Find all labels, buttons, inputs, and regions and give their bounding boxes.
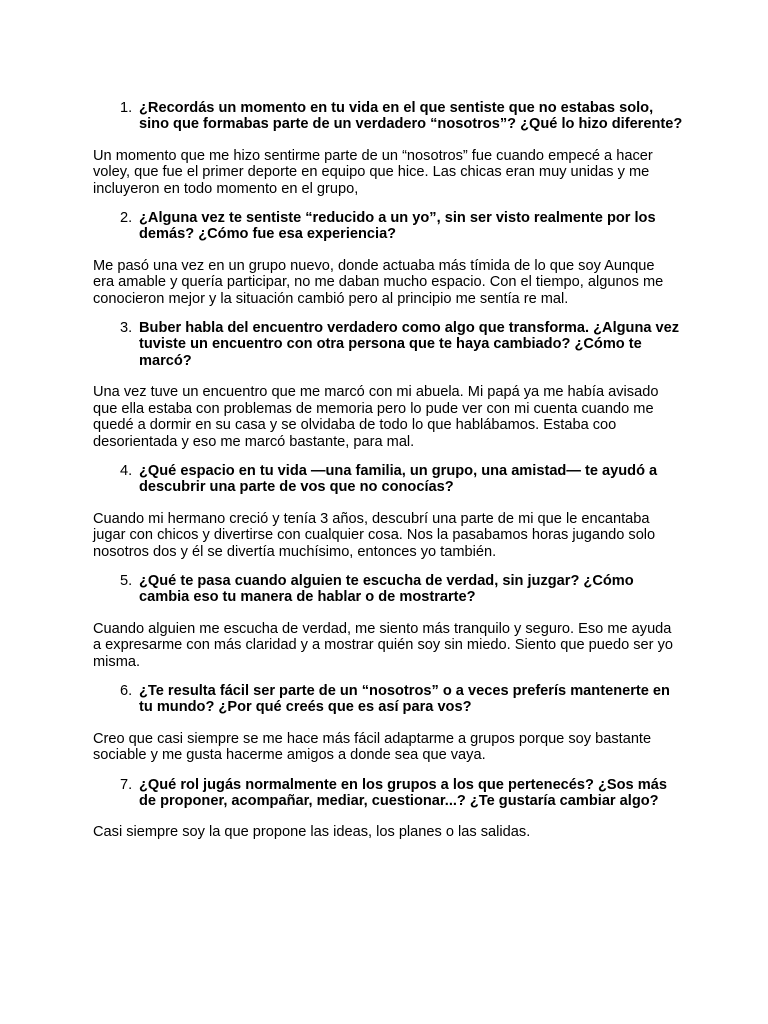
question-1 [93,100,683,133]
question-text: ¿Qué rol jugás normalmente en los grupos a los que pertenecés? ¿Sos más de proponer, acompañar, mediar, cuestionar...? ¿Te gustaría cambiar algo? [139,776,667,809]
question-number: 3. [120,320,133,337]
qa-item-3 [93,320,683,450]
question-number: 6. [120,682,133,699]
question-4 [93,463,683,496]
qa-item-5 [93,573,683,670]
question-6 [93,683,683,716]
answer-3: Una vez tuve un encuentro que me marcó con mi abuela. Mi papá ya me había avisado que ella estaba con problemas de memoria pero lo pude ver con mi cuenta cuando me quedé a dormir en su casa y se olvidaba de todo lo que hablábamos. Estaba coo desorientada y eso me marcó bastante, para mal. [93,384,659,450]
question-2 [93,210,683,243]
answer-5: Cuando alguien me escucha de verdad, me siento más tranquilo y seguro. Eso me ayuda a expresarme con más claridad y a mostrar quién soy sin miedo. Siento que puedo ser yo misma. [93,620,673,670]
qa-item-4 [93,463,683,560]
answer-7: Casi siempre soy la que propone las ideas, los planes o las salidas. [93,824,531,841]
question-text: ¿Recordás un momento en tu vida en el que sentiste que no estabas solo, sino que formabas parte de un verdadero “nosotros”? ¿Qué lo hizo diferente? [139,100,683,133]
question-number: 7. [120,776,133,793]
qa-item-7 [93,777,683,841]
answer-6: Creo que casi siempre se me hace más fácil adaptarme a grupos porque soy bastante sociable y me gusta hacerme amigos a donde sea que vaya. [93,730,652,764]
question-text: ¿Te resulta fácil ser parte de un “nosotros” o a veces preferís mantenerte en tu mundo? ¿Por qué creés que es así para vos? [139,682,670,716]
document-page [93,100,683,854]
answer-4: Cuando mi hermano creció y tenía 3 años, descubrí una parte de mi que le encantaba jugar con chicos y divertirse con cualquier cosa. Nos la pasabamos horas jugando solo nosotros dos y él se divertía muchísimo, entonces yo también. [93,510,656,560]
question-number: 5. [120,572,133,589]
question-7 [93,777,683,810]
qa-item-6 [93,683,683,764]
qa-item-1 [93,100,683,197]
question-number: 4. [120,462,133,479]
answer-2: Me pasó una vez en un grupo nuevo, donde actuaba más tímida de lo que soy Aunque era amable y quería participar, no me daban mucho espacio. Con el tiempo, algunos me conocieron mejor y la situación cambió pero al principio me sentía re mal. [93,257,664,307]
question-text: Buber habla del encuentro verdadero como algo que transforma. ¿Alguna vez tuviste un encuentro con otra persona que te haya cambiado? ¿Cómo te marcó? [139,320,680,369]
question-text: ¿Qué te pasa cuando alguien te escucha de verdad, sin juzgar? ¿Cómo cambia eso tu manera de hablar o de mostrarte? [139,572,634,606]
qa-item-2 [93,210,683,307]
question-number: 1. [120,100,133,116]
question-text: ¿Qué espacio en tu vida —una familia, un grupo, una amistad— te ayudó a descubrir una parte de vos que no conocías? [139,462,658,496]
question-5 [93,573,683,606]
question-3 [93,320,683,369]
answer-1: Un momento que me hizo sentirme parte de un “nosotros” fue cuando empecé a hacer voley, que fue el primer deporte en equipo que hice. Las chicas eran muy unidas y me incluyeron en todo momento en el grupo, [93,147,653,197]
question-number: 2. [120,210,133,227]
question-text: ¿Alguna vez te sentiste “reducido a un yo”, sin ser visto realmente por los demás? ¿Cómo fue esa experiencia? [139,210,656,243]
